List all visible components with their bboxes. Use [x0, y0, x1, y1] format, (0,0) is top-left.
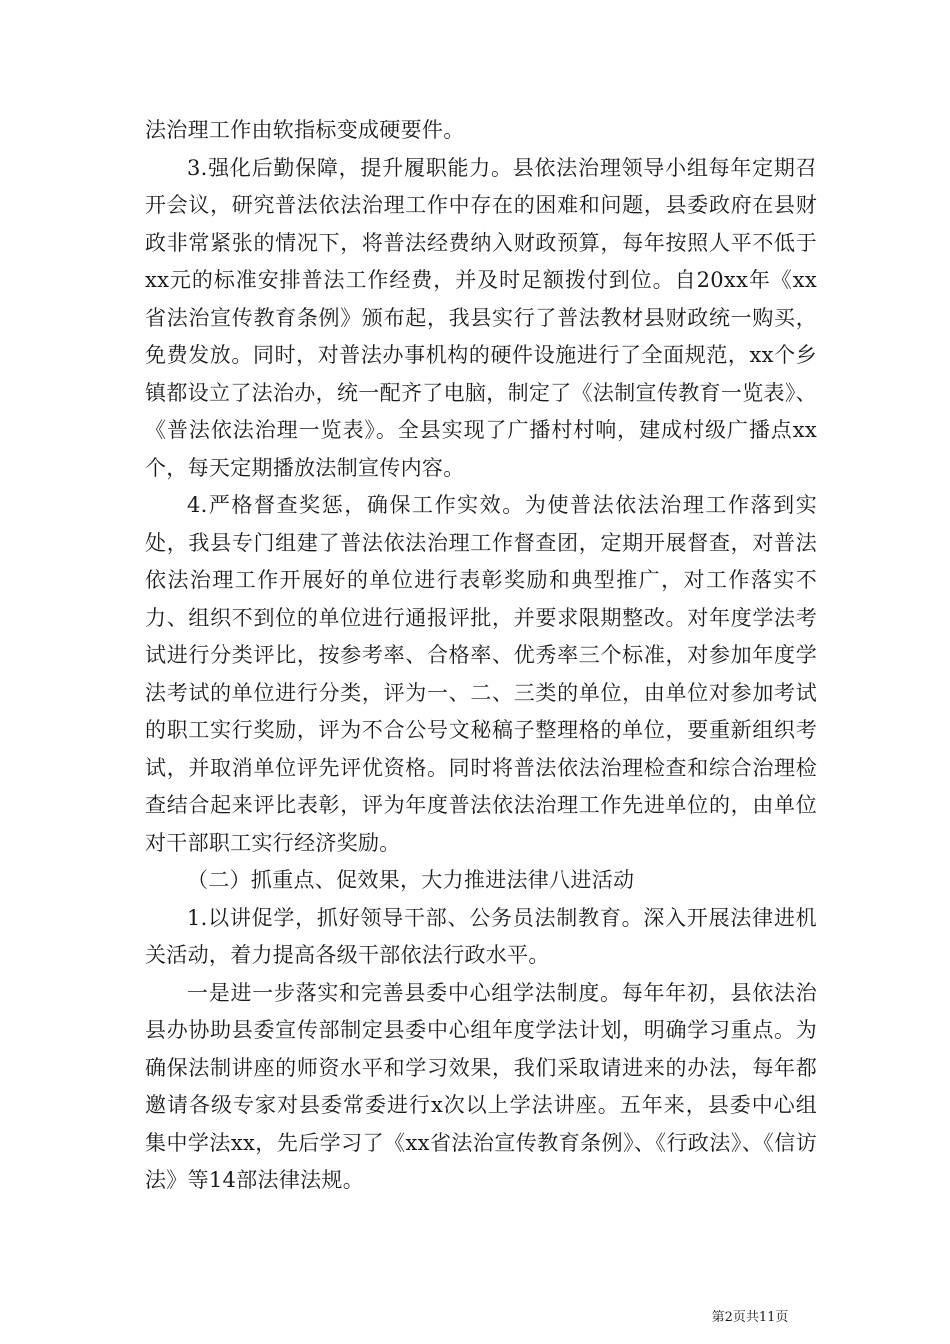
paragraph-central-group-study: 一是进一步落实和完善县委中心组学法制度。每年年初，县依法治县办协助县委宣传部制定县委中心组年度学法计划，明确学习重点。为确保法制讲座的师资水平和学习效果，我们采取请进来的办法，每年都邀请各级专家对县委常委进行x次以上学法讲座。五年来，县委中心组集中学法xx，先后学习了《xx省法治宣传教育条例》、《行政法》、《信访法》等14部法律法规。 [145, 980, 817, 1192]
document-body [145, 112, 817, 1200]
paragraph-logistics-support: 3.强化后勤保障，提升履职能力。县依法治理领导小组每年定期召开会议，研究普法依法治理工作中存在的困难和问题，县委政府在县财政非常紧张的情况下，将普法经费纳入财政预算，每年按照人平不低于xx元的标准安排普法工作经费，并及时足额拨付到位。自20xx年《xx省法治宣传教育条例》颁布起，我县实行了普法教材县财政统一购买，免费发放。同时，对普法办事机构的硬件设施进行了全面规范，xx个乡镇都设立了法治办，统一配齐了电脑，制定了《法制宣传教育一览表》、《普法依法治理一览表》。全县实现了广播村村响，建成村级广播点xx个，每天定期播放法制宣传内容。 [145, 155, 817, 480]
paragraph-cadre-legal-education: 1.以讲促学，抓好领导干部、公务员法制教育。深入开展法律进机关活动，着力提高各级干部依法行政水平。 [145, 905, 817, 967]
section-heading-eight-entries: （二）抓重点、促效果，大力推进法律八进活动 [187, 868, 635, 892]
page-number: 第2页共11页 [711, 1310, 789, 1325]
paragraph-supervision-rewards: 4.严格督查奖惩，确保工作实效。为使普法依法治理工作落到实处，我县专门组建了普法依法治理工作督查团，定期开展督查，对普法依法治理工作开展好的单位进行表彰奖励和典型推广，对工作落实不力、组织不到位的单位进行通报评批，并要求限期整改。对年度学法考试进行分类评比，按参考率、合格率、优秀率三个标准，对参加年度学法考试的单位进行分类，评为一、二、三类的单位，由单位对参加考试的职工实行奖励，评为不合公号文秘稿子整理格的单位，要重新组织考试，并取消单位评先评优资格。同时将普法依法治理检查和综合治理检查结合起来评比表彰，评为年度普法依法治理工作先进单位的，由单位对干部职工实行经济奖励。 [145, 493, 817, 855]
paragraph-continuation: 法治理工作由软指标变成硬要件。 [145, 118, 465, 142]
